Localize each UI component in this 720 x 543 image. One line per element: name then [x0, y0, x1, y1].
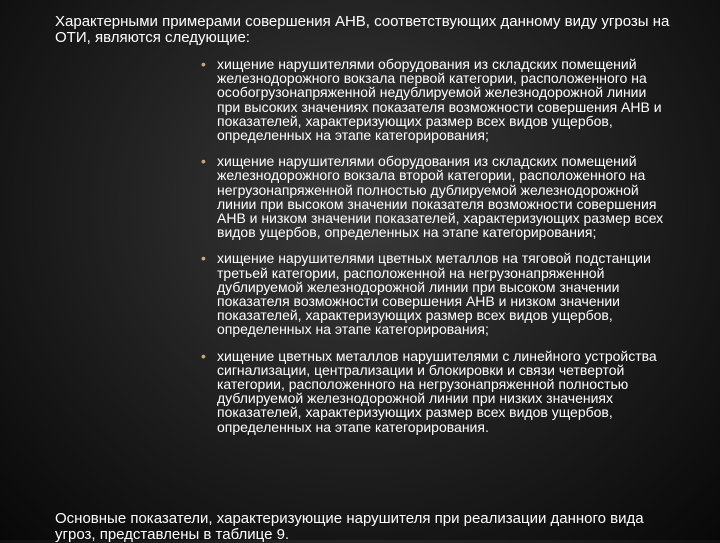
- list-item-text: хищение нарушителями оборудования из складских помещений железнодорожного вокзала второй категории, расположенного на негрузонапряженной полностью дублируемой железнодорожной линии при высоком значении показателя возможности совершения АНВ и низком значении показателей, характеризующих размер всех видов ущербов, определенных на этапе категорирования;: [217, 153, 664, 241]
- list-item-text: хищение нарушителями цветных металлов на тяговой подстанции третьей категории, расположенной на негрузонапряженной дублируемой железнодорожной линии при высоком значении показателя возможности совершения АНВ и низком значении показателей, характеризующих размер всех видов ущербов, определенных на этапе категорирования;: [217, 250, 651, 338]
- bullet-icon: •: [201, 56, 206, 72]
- bullet-list: [201, 57, 671, 434]
- list-item: [201, 349, 671, 434]
- bullet-icon: •: [201, 347, 206, 364]
- intro-paragraph: Характерными примерами совершения АНВ, соответствующих данному виду угрозы на ОТИ, являются следующие:: [55, 13, 670, 46]
- list-item: [201, 57, 671, 142]
- list-item-text: хищение нарушителями оборудования из складских помещений железнодорожного вокзала первой категории, расположенного на особогрузонапряженной недублируемой железнодорожной линии при высоких значениях показателя возможности совершения АНВ и показателей, характеризующих размер всех видов ущербов, определенных на этапе категорирования;: [217, 56, 662, 144]
- bullet-icon: •: [201, 250, 206, 267]
- list-item: [201, 251, 671, 336]
- bullet-icon: •: [201, 153, 206, 170]
- outro-paragraph: Основные показатели, характеризующие нарушителя при реализации данного вида угроз, представлены в таблице 9.: [55, 510, 644, 543]
- list-item: [201, 154, 671, 239]
- list-item-text: хищение цветных металлов нарушителями с линейного устройства сигнализации, централизации и блокировки и связи четвертой категории, расположенного на негрузонапряженной полностью дублируемой железнодорожной линии при низких значениях показателей, характеризующих размер всех видов ущербов, определенных на этапе категорирования.: [217, 347, 657, 435]
